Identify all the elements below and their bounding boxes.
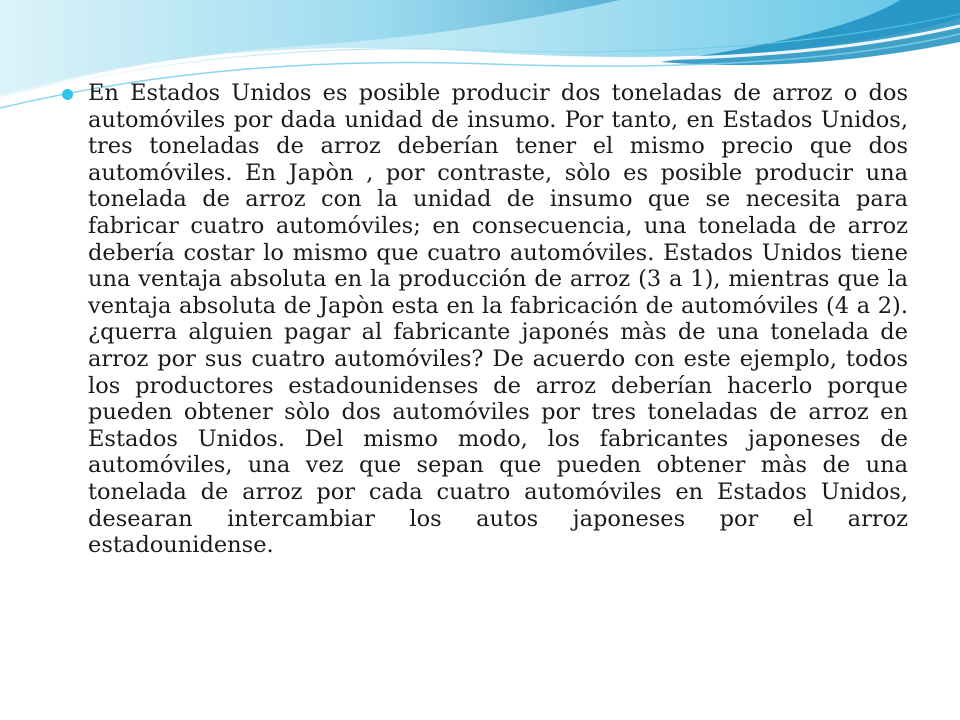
bullet-item <box>62 80 908 559</box>
slide-content <box>62 80 908 559</box>
bullet-dot-icon <box>62 89 73 100</box>
bullet-paragraph: En Estados Unidos es posible producir dos toneladas de arroz o dos automóviles por dada unidad de insumo. Por tanto, en Estados Unidos, tres toneladas de arroz deberían tener el mismo precio que dos automóviles. En Japòn , por contraste, sòlo es posible producir una tonelada de arroz con la unidad de insumo que se necesita para fabricar cuatro automóviles; en consecuencia, una tonelada de arroz debería costar lo mismo que cuatro automóviles. Estados Unidos tiene una ventaja absoluta en la producción de arroz (3 a 1), mientras que la ventaja absoluta de Japòn esta en la fabricación de automóviles (4 a 2). ¿querra alguien pagar al fabricante japonés màs de una tonelada de arroz por sus cuatro automóviles? De acuerdo con este ejemplo, todos los productores estadounidenses de arroz deberían hacerlo porque pueden obtener sòlo dos automóviles por tres toneladas de arroz en Estados Unidos. Del mismo modo, los fabricantes japoneses de automóviles, una vez que sepan que pueden obtener màs de una tonelada de arroz por cada cuatro automóviles en Estados Unidos, desearan intercambiar los autos japoneses por el arroz estadounidense. <box>88 80 908 559</box>
